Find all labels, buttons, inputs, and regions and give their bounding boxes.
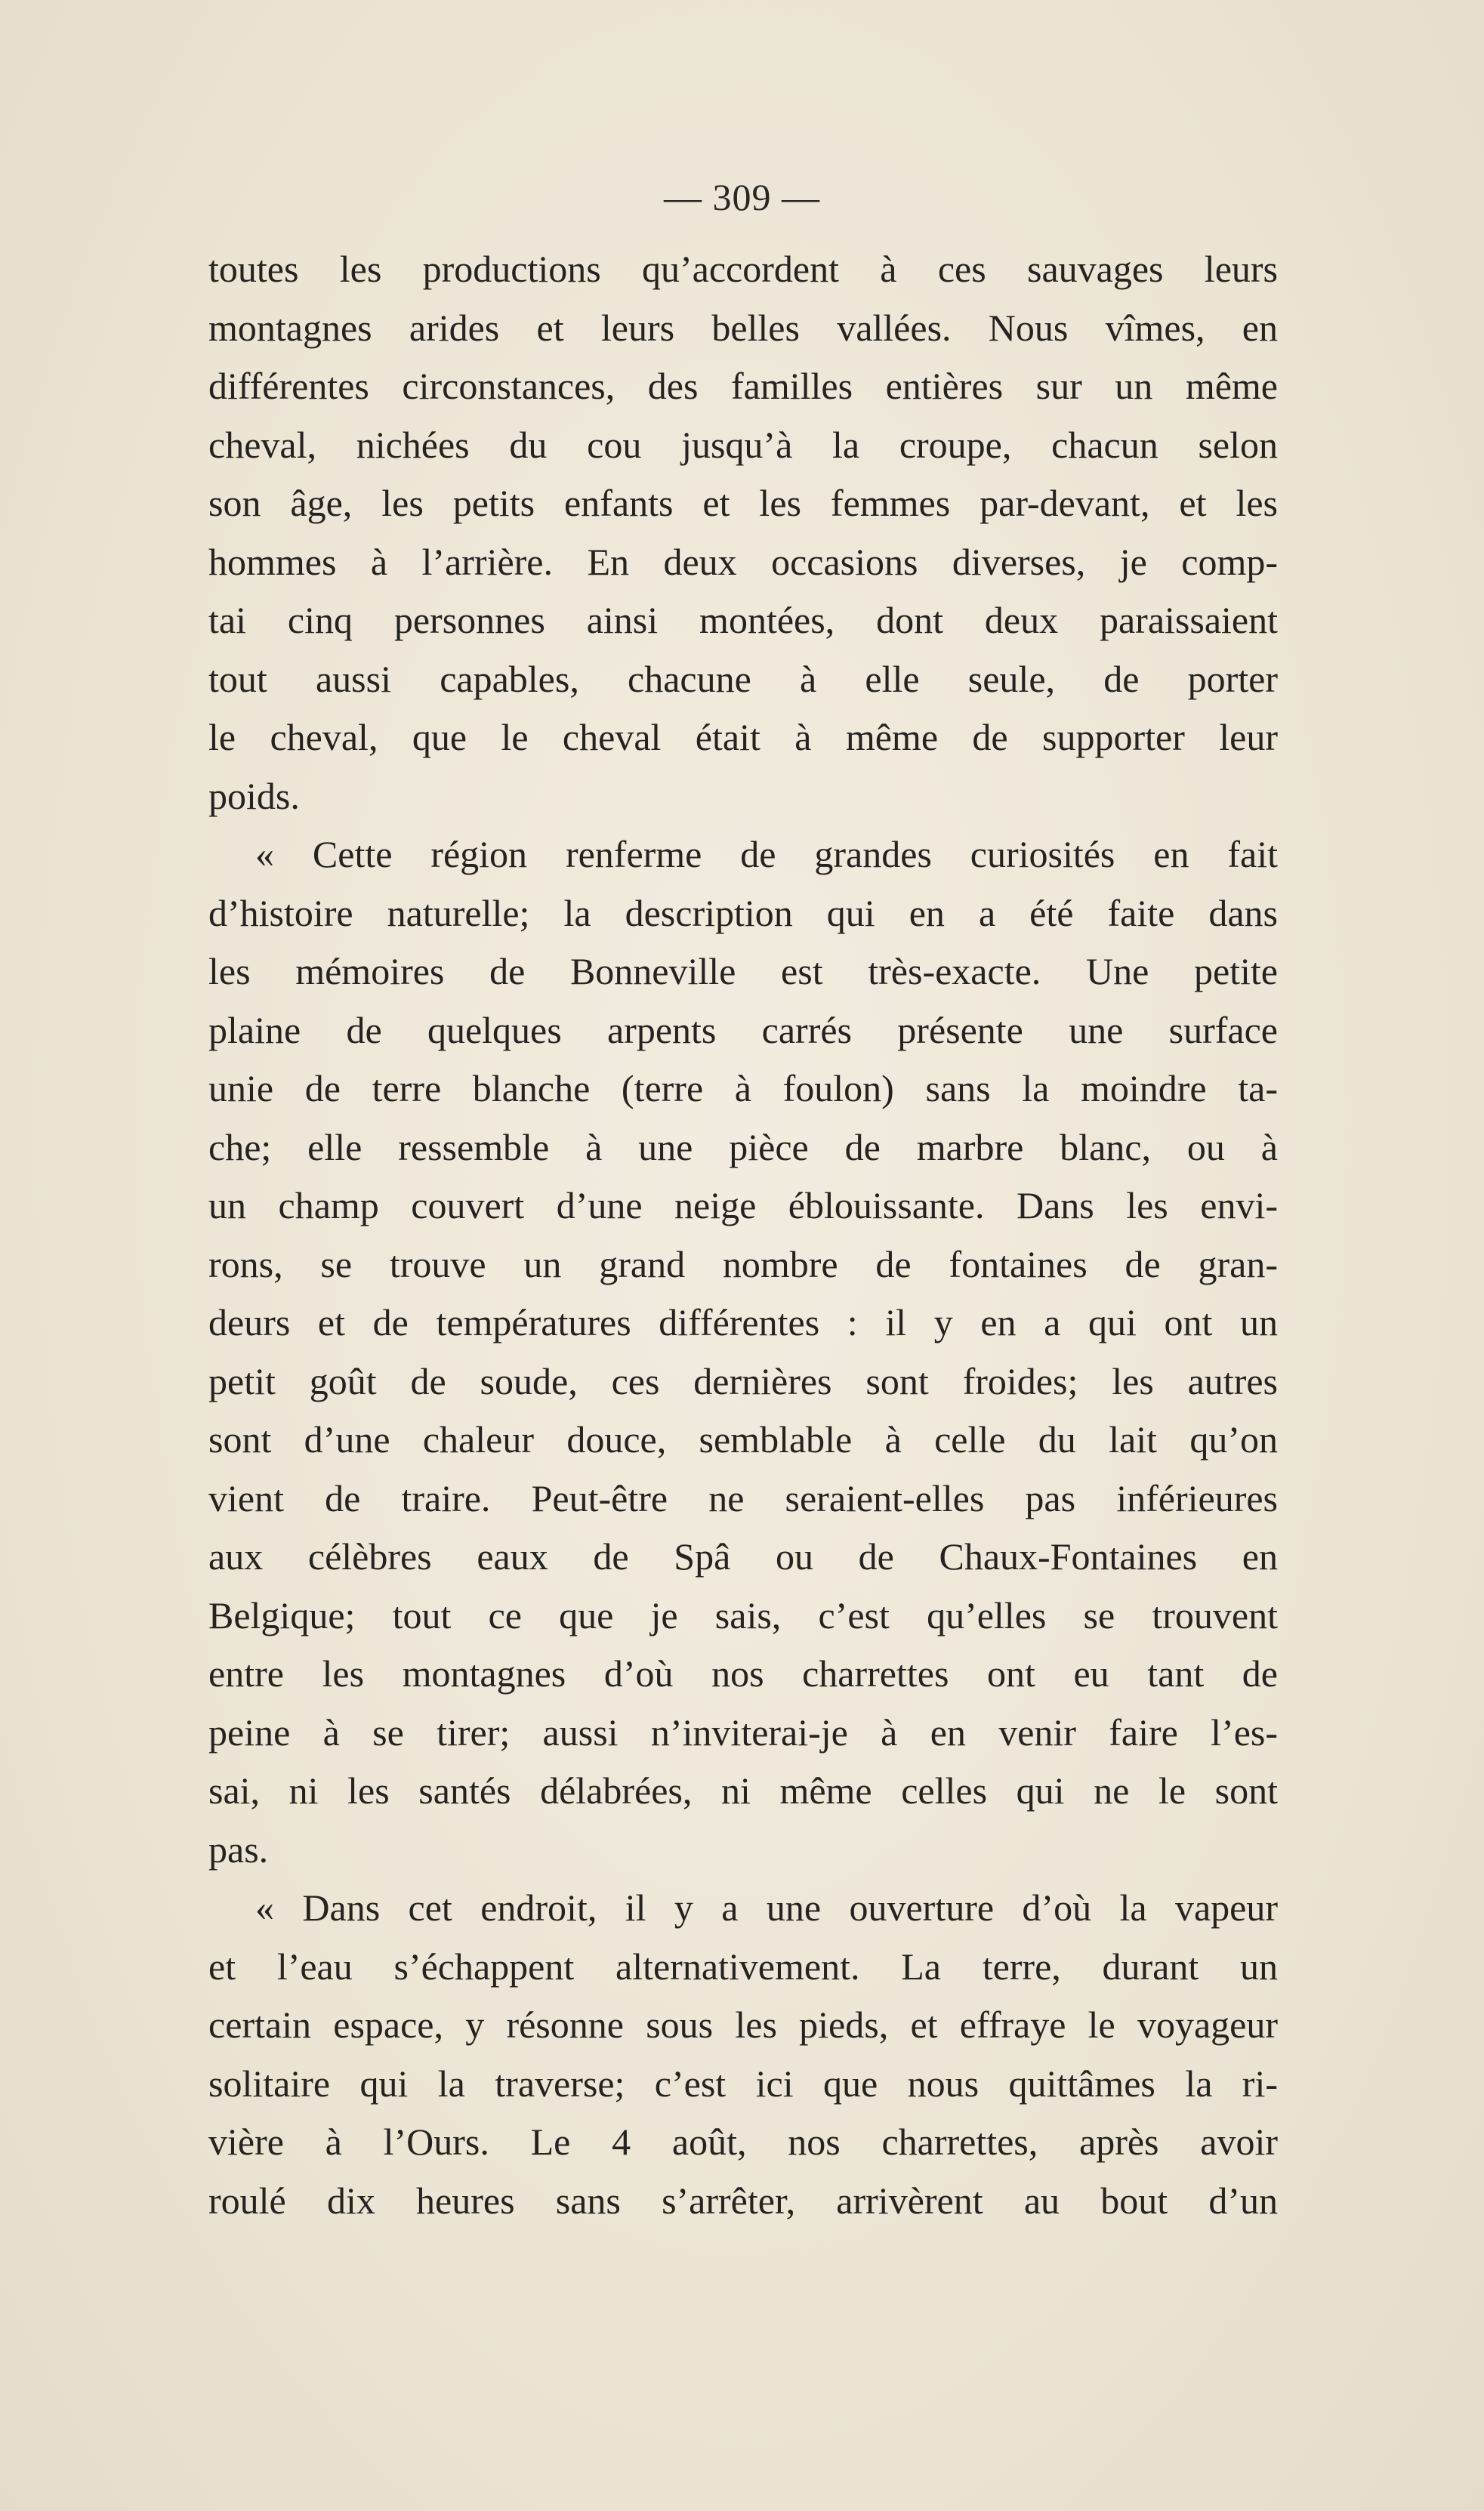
text-line: différentes circonstances, des familles entières sur un même	[208, 365, 1278, 407]
text-line: rons, se trouve un grand nombre de fontaines de gran-	[208, 1242, 1278, 1285]
text-line: certain espace, y résonne sous les pieds, et effraye le voyageur	[208, 2004, 1278, 2046]
text-line: tout aussi capables, chacune à elle seule, de porter	[208, 657, 1278, 700]
text-line: un champ couvert d’une neige éblouissante. Dans les envi-	[208, 1184, 1278, 1226]
text-line: deurs et de températures différentes : il y en a qui ont un	[208, 1301, 1278, 1343]
text-line: vière à l’Ours. Le 4 août, nos charrettes, après avoir	[208, 2121, 1278, 2163]
paragraph-1	[208, 240, 1278, 825]
text-line: entre les montagnes d’où nos charrettes ont eu tant de	[208, 1652, 1278, 1695]
text-line: aux célèbres eaux de Spâ ou de Chaux-Fontaines en	[208, 1535, 1278, 1578]
text-line: toutes les productions qu’accordent à ces sauvages leurs	[208, 248, 1278, 290]
page-number: — 309 —	[664, 176, 820, 218]
text-line: sai, ni les santés délabrées, ni même celles qui ne le sont	[208, 1769, 1278, 1812]
body-text	[208, 240, 1278, 2230]
text-line: montagnes arides et leurs belles vallées. Nous vîmes, en	[208, 306, 1278, 349]
text-line: plaine de quelques arpents carrés présente une surface	[208, 1008, 1278, 1051]
text-line: d’histoire naturelle; la description qui en a été faite dans	[208, 891, 1278, 934]
text-line: poids.	[208, 774, 300, 817]
text-line: tai cinq personnes ainsi montées, dont deux paraissaient	[208, 599, 1278, 641]
text-line: le cheval, que le cheval était à même de supporter leur	[208, 716, 1278, 758]
text-line: et l’eau s’échappent alternativement. La terre, durant un	[208, 1945, 1278, 1988]
text-line: pas.	[208, 1828, 269, 1871]
text-line: unie de terre blanche (terre à foulon) sans la moindre ta-	[208, 1067, 1278, 1109]
text-line: solitaire qui la traverse; c’est ici que nous quittâmes la ri-	[208, 2062, 1278, 2105]
text-line: hommes à l’arrière. En deux occasions diverses, je comp-	[208, 540, 1278, 583]
paragraph-3	[208, 1879, 1278, 2230]
text-line: les mémoires de Bonneville est très-exacte. Une petite	[208, 950, 1278, 992]
paragraph-2	[208, 825, 1278, 1879]
text-line: sont d’une chaleur douce, semblable à celle du lait qu’on	[208, 1418, 1278, 1461]
text-line: roulé dix heures sans s’arrêter, arrivèrent au bout d’un	[208, 2179, 1278, 2222]
text-line: vient de traire. Peut-être ne seraient-elles pas inférieures	[208, 1476, 1278, 1519]
text-line: peine à se tirer; aussi n’inviterai-je à en venir faire l’es-	[208, 1711, 1278, 1754]
text-line: « Cette région renferme de grandes curiosités en fait	[255, 833, 1278, 875]
text-line: Belgique; tout ce que je sais, c’est qu’elles se trouvent	[208, 1593, 1278, 1636]
text-line: petit goût de soude, ces dernières sont froides; les autres	[208, 1359, 1278, 1402]
text-line: cheval, nichées du cou jusqu’à la croupe, chacun selon	[208, 423, 1278, 466]
text-line: son âge, les petits enfants et les femmes par-devant, et les	[208, 482, 1278, 524]
text-line: « Dans cet endroit, il y a une ouverture d’où la vapeur	[255, 1886, 1278, 1929]
text-line: che; elle ressemble à une pièce de marbre blanc, ou à	[208, 1125, 1278, 1168]
